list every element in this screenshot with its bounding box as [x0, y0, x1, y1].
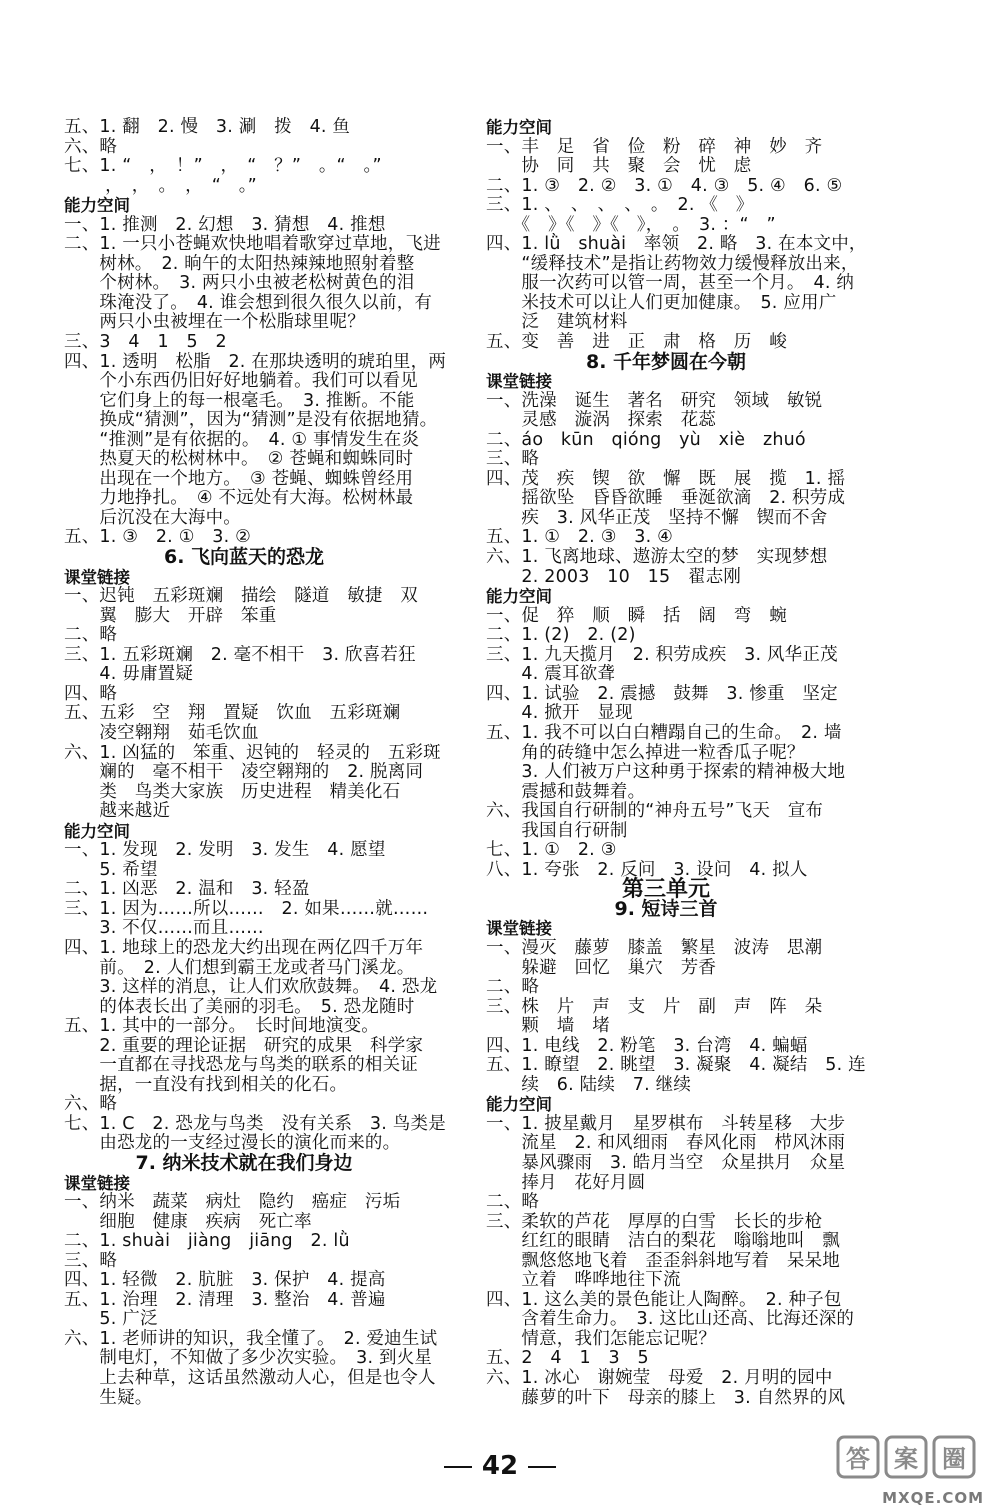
- answer-line: 2. 重要的理论证据 研究的成果 科学家: [64, 1035, 424, 1056]
- answer-line: 出现在一个地方。 ③ 苍蝇、蜘蛛曾经用: [64, 468, 414, 489]
- answer-line: 4. 震耳欲聋: [486, 664, 616, 685]
- answer-line: 三、3 4 1 5 2: [64, 332, 227, 353]
- answer-line: 含着生命力。 3. 这比山还高、比海还深的: [486, 1309, 855, 1330]
- answer-line: 五、1. 翻 2. 慢 3. 涮 拨 4. 鱼: [64, 117, 351, 137]
- answer-line: 2. 2003 10 15 翟志刚: [486, 566, 742, 587]
- page-dash-right: [528, 1466, 556, 1468]
- answer-line: 一、促 猝 顺 瞬 括 阔 弯 蜿: [486, 605, 787, 626]
- section-label: 课堂链接: [486, 372, 552, 392]
- answer-line: 四、1. 轻微 2. 肮脏 3. 保护 4. 提高: [64, 1270, 386, 1291]
- answer-line: 一、1. 发现 2. 发明 3. 发生 4. 愿望: [64, 840, 386, 861]
- answer-line: 3. 这样的消息，让人们欢欣鼓舞。 4. 恐龙: [64, 977, 438, 998]
- answer-line: 由恐龙的一支经过漫长的演化而来的。: [64, 1133, 401, 1154]
- answer-line: 颗 墙 堵: [486, 1016, 610, 1037]
- lesson-title: 9. 短诗三首: [614, 897, 718, 920]
- answer-line: 藤萝的叶下 母亲的膝上 3. 自然界的风: [486, 1387, 846, 1408]
- answer-line: 五、变 善 进 正 肃 格 历 峻: [486, 332, 787, 353]
- answer-line: 细胞 健康 疾病 死亡率: [64, 1211, 312, 1232]
- answer-line: 捧月 花好月圆: [486, 1172, 646, 1193]
- answer-line: 七、1. C 2. 恐龙与鸟类 没有关系 3. 鸟类是: [64, 1113, 446, 1134]
- answer-line: 六、1. 冰心 谢婉莹 母爱 2. 月明的园中: [486, 1368, 833, 1388]
- section-label: 能力空间: [486, 587, 552, 607]
- right-answer-column: [486, 118, 886, 1408]
- answer-line: 二、1. shuài jiàng jiāng 2. lǜ: [64, 1231, 350, 1252]
- section-label: 能力空间: [486, 1095, 552, 1115]
- answer-line: 五、2 4 1 3 5: [486, 1348, 649, 1369]
- answer-line: “推测”是有依据的。 4. ① 事情发生在炎: [64, 429, 420, 450]
- answer-line: 凌空翱翔 茹毛饮血: [64, 722, 259, 743]
- answer-line: 六、略: [64, 136, 118, 157]
- answer-line: 一、迟钝 五彩斑斓 描绘 隧道 敏捷 双: [64, 586, 418, 607]
- answer-line: 个树林。 3. 两只小虫被老松树黄色的泪: [64, 273, 415, 294]
- answer-line: 二、略: [64, 625, 118, 646]
- answer-line: 情意，我们怎能忘记呢？: [486, 1328, 717, 1349]
- answer-line: 三、株 片 声 支 片 副 声 阵 朵: [486, 996, 823, 1017]
- answer-line: 4. 掀开 显现: [486, 703, 633, 724]
- lesson-title: 8. 千年梦圆在今朝: [585, 350, 747, 373]
- answer-line: 二、áo kūn qióng yù xiè zhuó: [486, 429, 806, 450]
- answer-line: 八、1. 夸张 2. 反问 3. 设问 4. 拟人: [486, 859, 808, 880]
- answer-line: 一、纳米 蔬菜 病灶 隐约 癌症 污垢: [64, 1192, 401, 1213]
- answer-line: 疾 3. 风华正茂 坚持不懈 锲而不舍: [486, 507, 828, 528]
- section-label: 能力空间: [64, 196, 130, 216]
- answer-line: 一、1. 披星戴月 星罗棋布 斗转星移 大步: [486, 1113, 846, 1134]
- watermark-char-3: 圈: [942, 1445, 966, 1473]
- answer-line: 类 鸟类大家族 历史进程 精美化石: [64, 781, 401, 802]
- answer-line: 米技术可以让人们更加健康。 5. 应用广: [486, 292, 837, 313]
- answer-line: 5. 希望: [64, 859, 158, 880]
- answer-line: 立着 哗哗地往下流: [486, 1270, 681, 1291]
- answer-line: 暴风骤雨 3. 皓月当空 众星拱月 众星: [486, 1152, 846, 1173]
- answer-line: 一、丰 足 省 俭 粉 碎 神 妙 齐: [486, 136, 823, 157]
- answer-line: 制电灯，不知做了多少次实验。 3. 到火星: [64, 1348, 433, 1369]
- answer-line: 三、柔软的芦花 厚厚的白雪 长长的步枪: [486, 1211, 823, 1232]
- watermark-char-2: 案: [894, 1445, 918, 1473]
- answer-line: 五、五彩 空 翔 置疑 饮血 五彩斑斓: [64, 703, 401, 724]
- answer-line: 四、1. 这么美的景色能让人陶醉。 2. 种子包: [486, 1289, 842, 1310]
- answer-line: 飘悠悠地飞着 歪歪斜斜地写着 呆呆地: [486, 1250, 840, 1271]
- answer-line: 3. 不仅……而且……: [64, 918, 264, 939]
- answer-line: 四、略: [64, 683, 118, 704]
- page-number-text: 42: [481, 1451, 519, 1481]
- answer-line: 二、略: [486, 1192, 540, 1213]
- answer-line: 三、1. 九天揽月 2. 积劳成疾 3. 风华正茂: [486, 644, 838, 665]
- answer-line: 六、我国自行研制的“神舟五号”飞天 宣布: [486, 801, 824, 822]
- section-label: 课堂链接: [64, 567, 130, 587]
- answer-line: 五、1. 其中的一部分。 长时间地演变。: [64, 1016, 380, 1037]
- answer-line: 灵感 漩涡 探索 花蕊: [486, 410, 717, 431]
- answer-line: 5. 广泛: [64, 1309, 158, 1330]
- answer-line: 五、1. ③ 2. ① 3. ②: [64, 527, 252, 548]
- answer-line: “缓释技术”是指让药物效力缓慢释放出来，: [486, 253, 859, 274]
- answer-line: 二、略: [486, 977, 540, 998]
- answer-line: 越来越近: [64, 801, 171, 822]
- section-label: 课堂链接: [486, 919, 552, 939]
- answer-line: 协 同 共 聚 会 忧 虑: [486, 156, 752, 177]
- answer-line: 三、1. 、 、 、 、 。 2. 《 》: [486, 195, 754, 216]
- answer-line: 上去种草，这话虽然激动人心，但是也令人: [64, 1368, 436, 1388]
- answer-line: 它们身上的每一根毫毛。 3. 推断。不能: [64, 390, 415, 411]
- answer-line: 二、1. ③ 2. ② 3. ① 4. ③ 5. ④ 6. ⑤: [486, 175, 843, 196]
- answer-line: 换成“猜测”，因为“猜测”是没有依据地猜。: [64, 410, 438, 431]
- answer-line: 三、1. 因为……所以…… 2. 如果……就……: [64, 898, 429, 919]
- answer-line: ， ， 。 ， “ 。”: [64, 175, 257, 196]
- answer-line: 续 6. 陆续 7. 继续: [486, 1074, 692, 1095]
- answer-line: 前。 2. 人们想到霸王龙或者马门溪龙。: [64, 957, 415, 978]
- lesson-title: 6. 飞向蓝天的恐龙: [163, 546, 325, 569]
- answer-line: 五、1. ① 2. ③ 3. ④: [486, 527, 674, 548]
- answer-line: 一、洗澡 诞生 著名 研究 领域 敏锐: [486, 390, 823, 411]
- answer-line: 后沉没在大海中。: [64, 507, 241, 528]
- answer-line: 震撼和鼓舞着。: [486, 781, 646, 802]
- answer-line: 流星 2. 和风细雨 春风化雨 栉风沐雨: [486, 1133, 846, 1154]
- answer-line: 三、略: [486, 449, 540, 470]
- answer-line: 斓的 毫不相干 凌空翱翔的 2. 脱离同: [64, 762, 424, 783]
- left-answer-column: [64, 118, 464, 1408]
- answer-line: 五、1. 治理 2. 清理 3. 整治 4. 普遍: [64, 1289, 386, 1310]
- answer-line: 四、1. 地球上的恐龙大约出现在两亿四千万年: [64, 937, 424, 958]
- answer-line: 热夏天的松树林中。 ② 苍蝇和蜘蛛同时: [64, 449, 414, 470]
- answer-line: 角的砖缝中怎么掉进一粒香瓜子呢？: [486, 742, 805, 763]
- answer-line: 四、1. 透明 松脂 2. 在那块透明的琥珀里，两: [64, 351, 447, 372]
- answer-line: 4. 毋庸置疑: [64, 664, 194, 685]
- answer-line: 二、1. (2) 2. (2): [486, 625, 636, 646]
- answer-line: 树林。 2. 晌午的太阳热辣辣地照射着整: [64, 253, 415, 274]
- section-label: 能力空间: [64, 821, 130, 841]
- answer-line: 摇欲坠 昏昏欲睡 垂涎欲滴 2. 积劳成: [486, 488, 846, 509]
- answer-line: 三、略: [64, 1250, 118, 1271]
- watermark-char-1: 答: [846, 1445, 870, 1473]
- answer-line: 三、1. 五彩斑斓 2. 毫不相干 3. 欣喜若狂: [64, 644, 416, 665]
- answer-line: 生疑。: [64, 1387, 153, 1408]
- answer-line: 六、略: [64, 1094, 118, 1115]
- answer-line: 我国自行研制: [486, 820, 628, 841]
- answer-line: 两只小虫被埋在一个松脂球里呢？: [64, 312, 365, 333]
- answer-line: 五、1. 我不可以白白糟蹋自己的生命。 2. 墙: [486, 722, 842, 743]
- answer-line: 翼 膨大 开辟 笨重: [64, 605, 277, 626]
- answer-line: 躲避 回忆 巢穴 芳香: [486, 957, 717, 978]
- answer-line: 一直都在寻找恐龙与鸟类的联系的相关证: [64, 1055, 418, 1076]
- answer-line: 3. 人们被万户这种勇于探索的精神极大地: [486, 762, 846, 783]
- answer-line: 《 》《 》《 》， 。 3. ：“ ”: [486, 214, 776, 235]
- answer-line: 七、1. “ ， ！” ， “ ？” 。“ 。”: [64, 156, 382, 177]
- answer-line: 泛 建筑材料: [486, 312, 628, 333]
- answer-line: 个小东西仍旧好好地躺着。我们可以看见: [64, 371, 418, 392]
- unit-heading: 第三单元: [621, 877, 710, 903]
- answer-line: 六、1. 老师讲的知识，我全懂了。 2. 爱迪生试: [64, 1328, 438, 1349]
- answer-line: 六、1. 飞离地球、遨游太空的梦 实现梦想: [486, 547, 828, 568]
- section-label: 能力空间: [486, 118, 552, 137]
- answer-line: 四、1. 试验 2. 震撼 鼓舞 3. 惨重 坚定: [486, 683, 838, 704]
- answer-line: 四、茂 疾 锲 欲 懈 既 展 揽 1. 摇: [486, 468, 846, 489]
- answer-line: 力地挣扎。 ④ 不远处有大海。松树林最: [64, 488, 414, 509]
- watermark-url: MXQE.COM: [882, 1489, 984, 1507]
- answer-line: 据，一直没有找到相关的化石。: [64, 1074, 348, 1095]
- lesson-title: 7. 纳米技术就在我们身边: [135, 1151, 353, 1174]
- answer-line: 二、1. 一只小苍蝇欢快地唱着歌穿过草地，飞进: [64, 234, 441, 255]
- answer-line: 二、1. 凶恶 2. 温和 3. 轻盈: [64, 879, 310, 900]
- answer-line: 五、1. 瞭望 2. 眺望 3. 凝聚 4. 凝结 5. 连: [486, 1055, 866, 1076]
- answer-line: 四、1. lǜ shuài 率领 2. 略 3. 在本文中，: [486, 234, 867, 255]
- answer-line: 红红的眼睛 洁白的梨花 嗡嗡地叫 飘: [486, 1231, 840, 1252]
- section-label: 课堂链接: [64, 1173, 130, 1193]
- answer-line: 一、漫灭 藤萝 膝盖 繁星 波涛 思潮: [486, 937, 823, 958]
- answer-line: 七、1. ① 2. ③: [486, 840, 617, 861]
- page-dash-left: [444, 1466, 472, 1468]
- answer-line: 服一次药可以管一周，甚至一个月。 4. 纳: [486, 273, 855, 294]
- answer-line: 珠淹没了。 4. 谁会想到很久很久以前，有: [64, 292, 433, 313]
- answer-line: 六、1. 凶猛的 笨重、迟钝的 轻灵的 五彩斑: [64, 742, 441, 763]
- answer-line: 的体表长出了美丽的羽毛。 5. 恐龙随时: [64, 996, 415, 1017]
- answer-line: 四、1. 电线 2. 粉笔 3. 台湾 4. 蝙蝠: [486, 1035, 808, 1056]
- answer-line: 一、1. 推测 2. 幻想 3. 猜想 4. 推想: [64, 214, 386, 235]
